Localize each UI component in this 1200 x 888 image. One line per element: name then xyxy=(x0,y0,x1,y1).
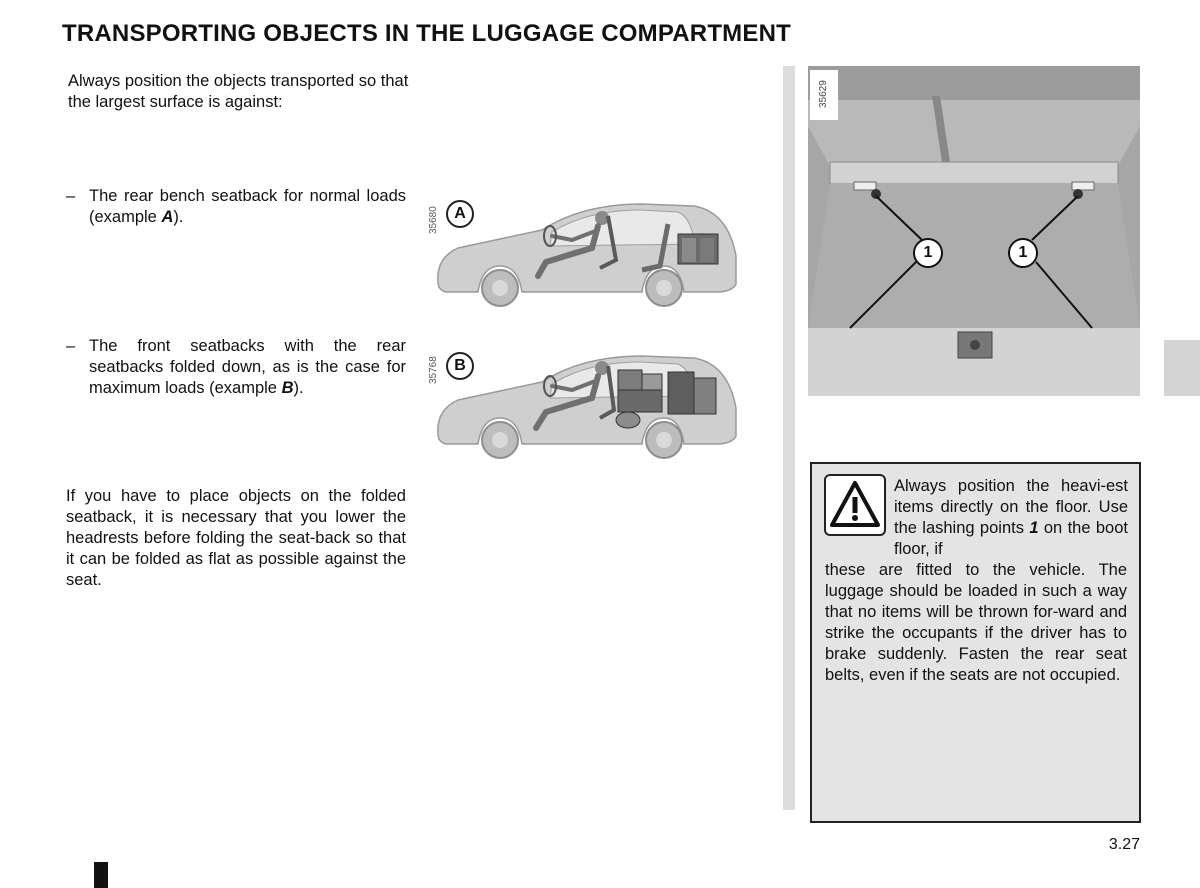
figure-a-number: 35680 xyxy=(428,206,439,234)
page-corner-mark xyxy=(94,862,108,888)
car-illustration-maximum-load xyxy=(432,348,742,464)
luggage-compartment-photo xyxy=(808,66,1140,396)
warning-box xyxy=(810,462,1141,823)
bullet-item-b xyxy=(66,336,406,399)
bullet-dash: – xyxy=(66,187,76,205)
luggage-floor-illustration xyxy=(808,66,1140,396)
warning-text-start: Always position the heavi-est items directly on the floor. Use the lashing points xyxy=(894,477,1128,537)
car-illustration-normal-load xyxy=(432,196,742,312)
warning-text-middle: on the boot floor, if xyxy=(894,519,1128,558)
lashing-point-callout: 1 xyxy=(1008,238,1038,268)
warning-text-top xyxy=(894,476,1128,560)
page-number: 3.27 xyxy=(1108,836,1140,853)
bullet-text-b-end: ). xyxy=(293,379,304,397)
warning-text-bottom: these are fitted to the vehicle. The luggage should be loaded in such a way that no items will be thrown for-ward and strike the occupants if the driver has to brake suddenly. Fasten the rear seat belts, even if the seats are not occupied. xyxy=(825,561,1127,684)
bullet-text-b xyxy=(89,336,406,399)
bullet-item-a xyxy=(66,186,406,228)
figure-b-number: 35768 xyxy=(428,356,439,384)
bullet-text-a-start: The rear bench seatback for normal loads (example xyxy=(89,187,406,226)
intro-paragraph: Always position the objects transported so that the largest surface is against: xyxy=(68,72,409,111)
warning-triangle-icon xyxy=(824,474,886,536)
figure-a-letter: A xyxy=(446,200,474,228)
bullet-text-a xyxy=(89,186,406,228)
lashing-point-callout: 1 xyxy=(913,238,943,268)
bullet-text-a-end: ). xyxy=(173,208,184,226)
photo-figure-number: 35629 xyxy=(818,80,829,108)
bullet-text-b-start: The front seatbacks with the rear seatbacks folded down, as is the case for maximum loads (example xyxy=(89,337,406,397)
figure-b-letter: B xyxy=(446,352,474,380)
lashing-point-ref: 1 xyxy=(1029,519,1039,537)
chapter-tab xyxy=(1164,340,1200,396)
folded-seatback-paragraph: If you have to place objects on the folded seatback, it is necessary that you lower the headrests before folding the seat-back so that it can be folded as flat as possible against the seat. xyxy=(66,487,406,589)
example-ref-b: B xyxy=(281,379,294,397)
bullet-dash: – xyxy=(66,337,76,355)
page-title: TRANSPORTING OBJECTS IN THE LUGGAGE COMPARTMENT xyxy=(62,20,791,47)
example-ref-a: A xyxy=(161,208,174,226)
column-divider xyxy=(783,66,795,810)
